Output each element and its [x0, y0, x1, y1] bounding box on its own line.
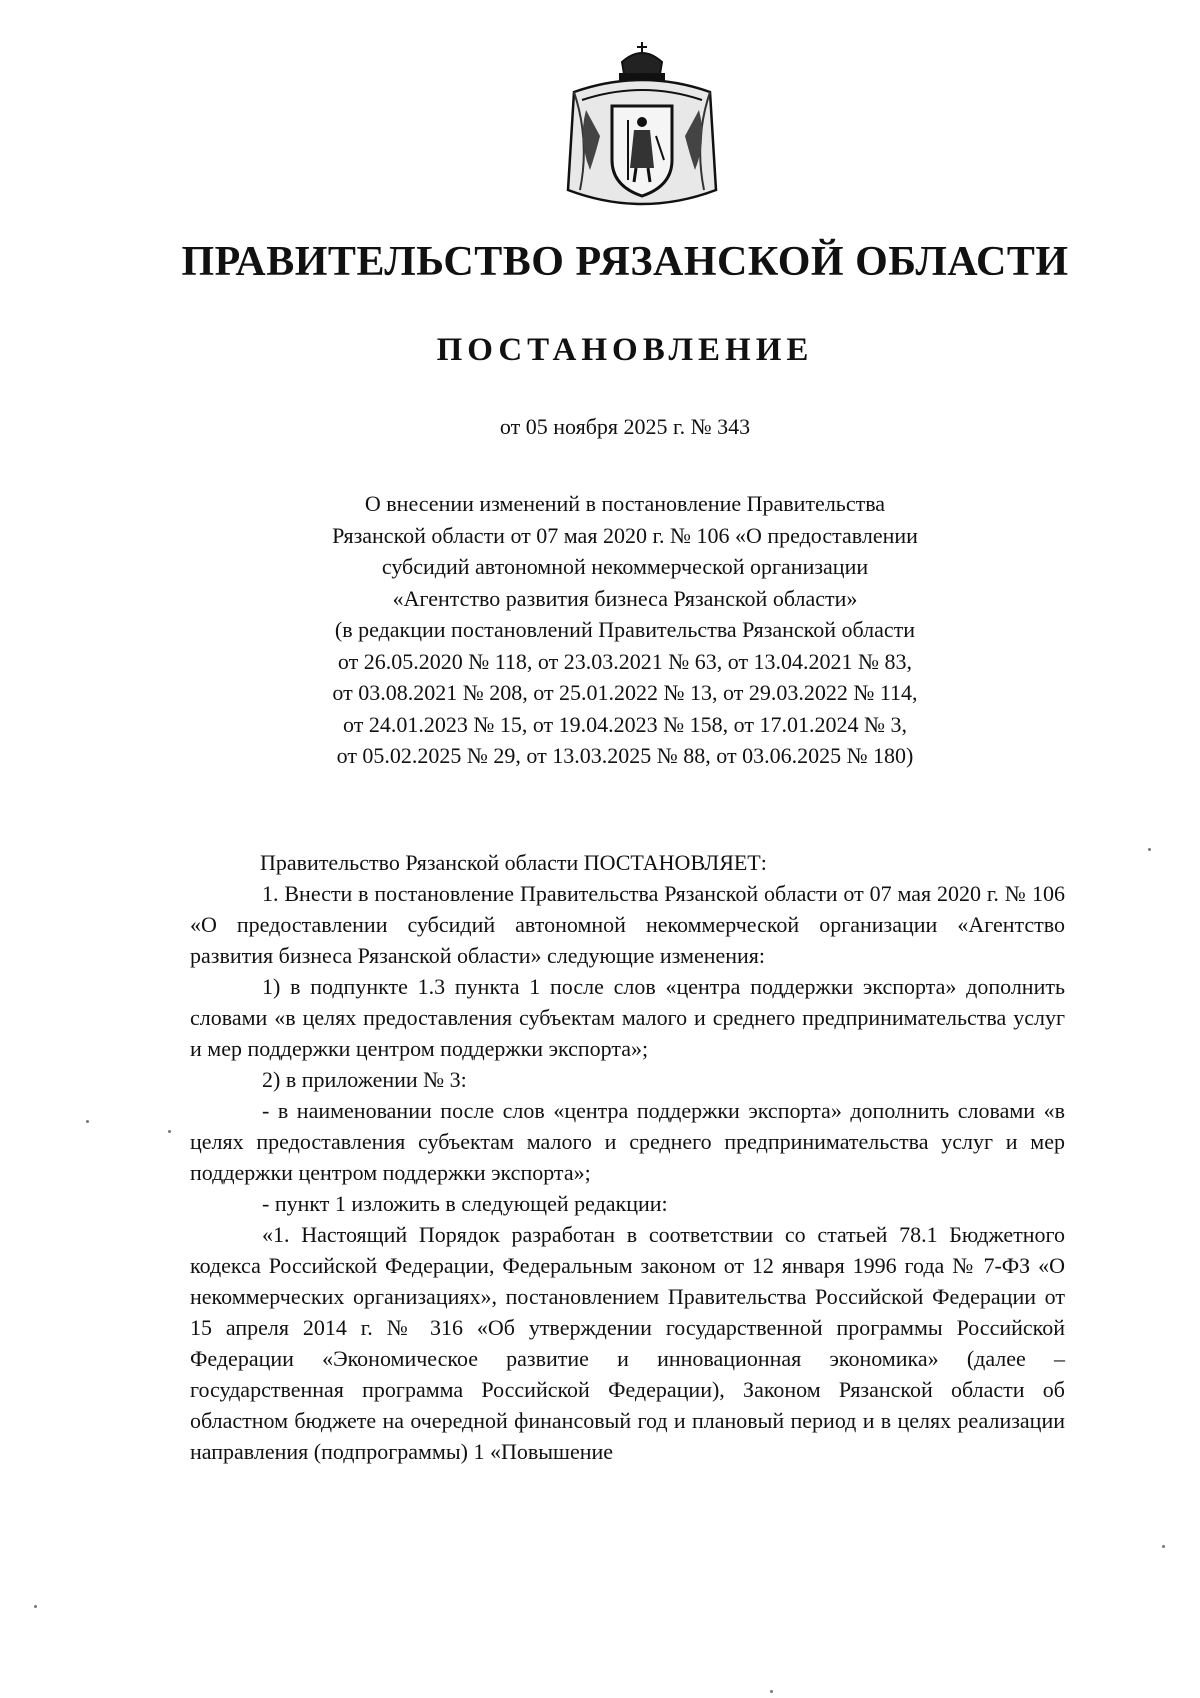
subject-line: «Агентство развития бизнеса Рязанской области» — [392, 585, 858, 611]
scan-speck — [1162, 1545, 1165, 1548]
subject-line: субсидий автономной некоммерческой организации — [381, 554, 869, 579]
scan-speck — [1148, 848, 1151, 851]
document-type-title: ПОСТАНОВЛЕНИЕ — [436, 332, 814, 368]
body-paragraph: - пункт 1 изложить в следующей редакции: — [262, 1191, 668, 1216]
document-body — [190, 847, 1065, 1467]
subject-line: О внесении изменений в постановление Правительства — [364, 491, 886, 516]
scan-speck — [168, 1130, 171, 1133]
subject-line: от 05.02.2025 № 29, от 13.03.2025 № 88, от 03.06.2025 № 180) — [336, 743, 914, 768]
scan-speck — [770, 1690, 773, 1693]
body-paragraph: «1. Настоящий Порядок разработан в соответствии со статьей 78.1 Бюджетного кодекса Российской Федерации, Федеральным законом от 12 января 1996 года № 7-ФЗ «О некоммерческих организациях», постановлением Правительства Российской Федерации от 15 апреля 2014 г. № 316 «Об утверждении государственной программы Российской Федерации «Экономическое развитие и инновационная экономика» (далее – государственная программа Российской Федерации), Законом Рязанской области об областном бюджете на очередной финансовый год и плановый период и в целях реализации направления (подпрограммы) 1 «Повышение — [190, 1222, 1065, 1464]
subject-line: от 24.01.2023 № 15, от 19.04.2023 № 158, от 17.01.2024 № 3, — [343, 711, 907, 737]
scan-speck — [86, 1120, 89, 1123]
subject-line: от 26.05.2020 № 118, от 23.03.2021 № 63, от 13.04.2021 № 83, — [337, 648, 913, 674]
body-paragraph: 2) в приложении № 3: — [262, 1067, 467, 1092]
body-paragraph: - в наименовании после слов «центра поддержки экспорта» дополнить словами «в целях предоставления субъектам малого и среднего предпринимательства услуг и мер поддержки центром поддержки экспорта»; — [190, 1098, 1065, 1185]
subject-line: Рязанской области от 07 мая 2020 г. № 106 «О предоставлении — [332, 522, 918, 548]
document-date-number: от 05 ноября 2025 г. № 343 — [499, 414, 751, 439]
ryazan-coat-of-arms-icon — [560, 40, 725, 220]
organization-title: ПРАВИТЕЛЬСТВО РЯЗАНСКОЙ ОБЛАСТИ — [181, 239, 1069, 285]
body-paragraph: 1) в подпункте 1.3 пункта 1 после слов «центра поддержки экспорта» дополнить словами «в целях предоставления субъектам малого и среднего предпринимательства услуг и мер поддержки центром поддержки экспорта»; — [190, 974, 1065, 1061]
scan-speck — [34, 1605, 37, 1608]
subject-line: (в редакции постановлений Правительства Рязанской области — [334, 617, 916, 642]
document-subject — [185, 488, 1065, 772]
subject-line: от 03.08.2021 № 208, от 25.01.2022 № 13, от 29.03.2022 № 114, — [332, 680, 918, 705]
body-paragraph: 1. Внести в постановление Правительства Рязанской области от 07 мая 2020 г. № 106 «О предоставлении субсидий автономной некоммерческой организации «Агентство развития бизнеса Рязанской области» следующие изменения: — [190, 881, 1065, 968]
preamble-paragraph: Правительство Рязанской области ПОСТАНОВЛЯЕТ: — [260, 850, 767, 875]
